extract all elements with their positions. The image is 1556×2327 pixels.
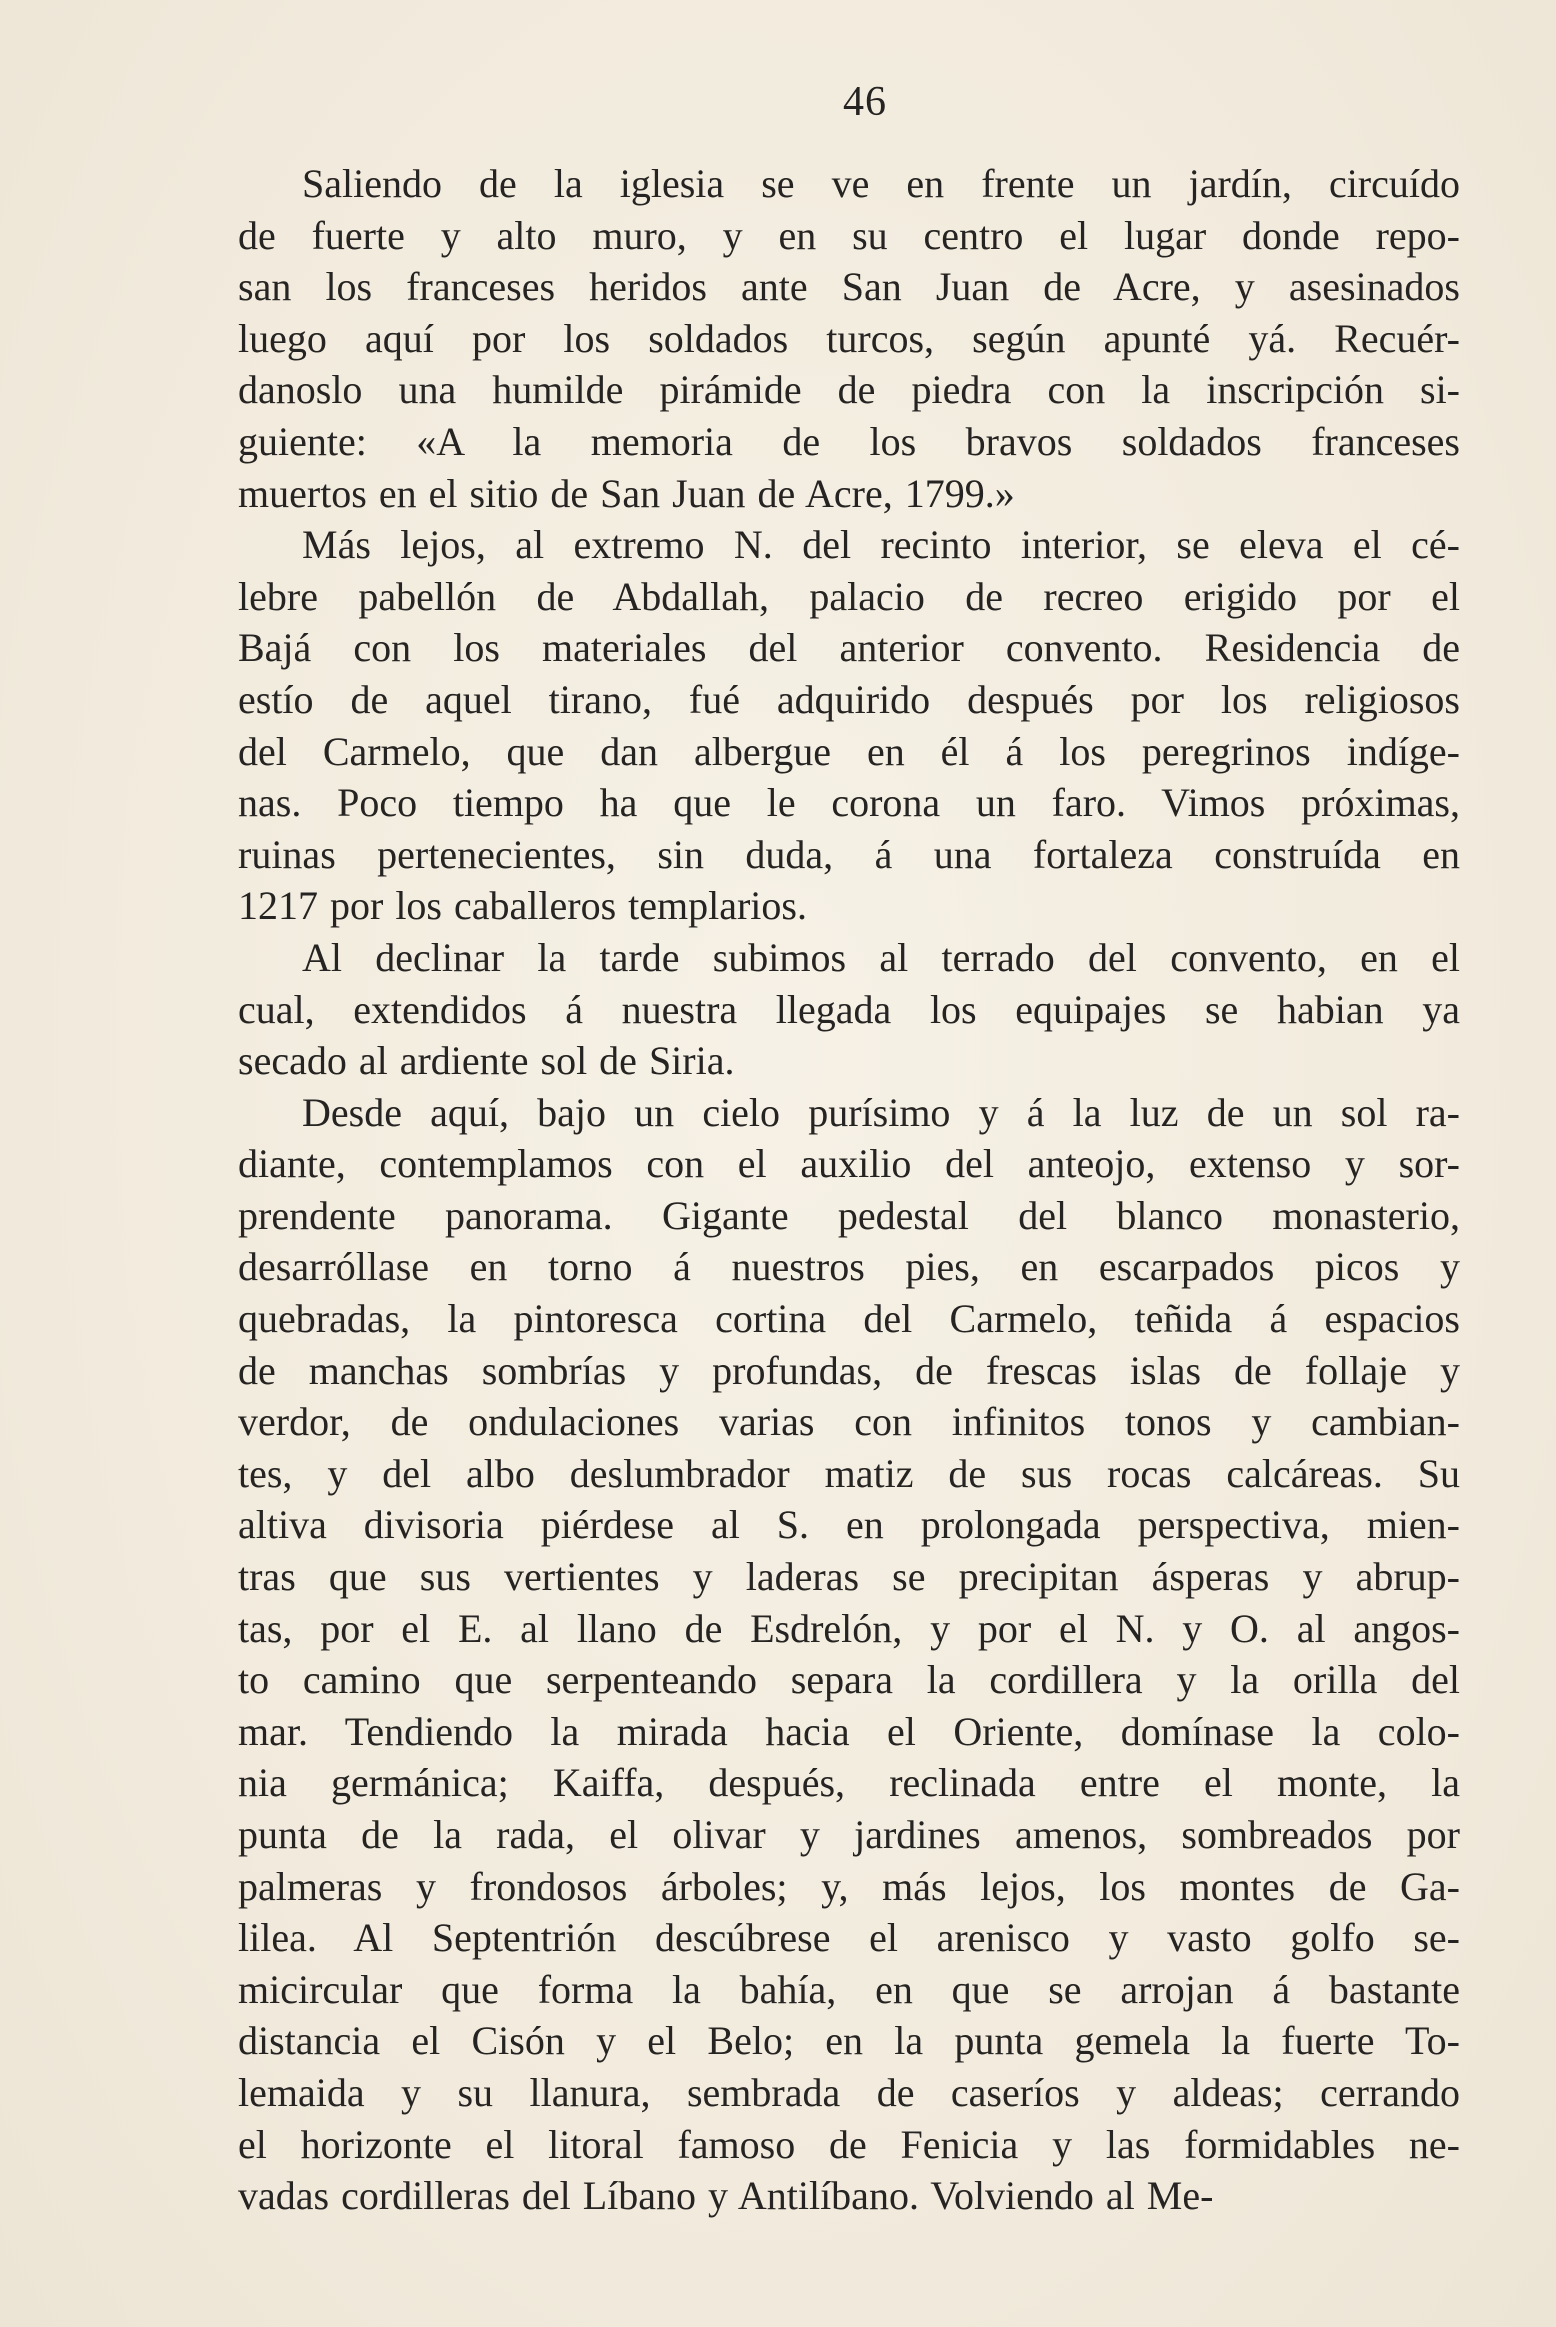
text-line: Al declinar la tarde subimos al terrado del convento, en el: [302, 934, 1460, 980]
text-line: nia germánica; Kaiffa, después, reclinada entre el monte, la: [238, 1760, 1460, 1806]
text-line: nas. Poco tiempo ha que le corona un faro. Vimos próximas,: [238, 780, 1460, 826]
text-line: quebradas, la pintoresca cortina del Carmelo, teñida á espacios: [238, 1296, 1460, 1342]
text-line: prendente panorama. Gigante pedestal del blanco monasterio,: [238, 1192, 1460, 1238]
text-line: Más lejos, al extremo N. del recinto interior, se eleva el cé-: [302, 522, 1460, 568]
text-line: lemaida y su llanura, sembrada de caseríos y aldeas; cerrando: [238, 2069, 1460, 2115]
text-line: Bajá con los materiales del anterior convento. Residencia de: [238, 625, 1460, 671]
text-line: muertos en el sitio de San Juan de Acre, 1799.»: [238, 470, 1015, 516]
text-line: desarróllase en torno á nuestros pies, en escarpados picos y: [238, 1244, 1460, 1290]
text-line: Desde aquí, bajo un cielo purísimo y á la luz de un sol ra-: [302, 1089, 1460, 1135]
text-line: lilea. Al Septentrión descúbrese el arenisco y vasto golfo se-: [238, 1915, 1460, 1961]
text-line: tes, y del albo deslumbrador matiz de sus rocas calcáreas. Su: [238, 1450, 1460, 1496]
page-number: 46: [843, 79, 887, 125]
paragraph: [238, 1087, 1460, 2222]
text-line: el horizonte el litoral famoso de Fenicia y las formidables ne-: [238, 2121, 1460, 2167]
text-line: del Carmelo, que dan albergue en él á los peregrinos indíge-: [238, 728, 1460, 774]
text-line: danoslo una humilde pirámide de piedra con la inscripción si-: [238, 367, 1460, 413]
text-line: 1217 por los caballeros templarios.: [238, 883, 807, 929]
text-line: lebre pabellón de Abdallah, palacio de recreo erigido por el: [238, 573, 1460, 619]
text-line: micircular que forma la bahía, en que se arrojan á bastante: [238, 1966, 1460, 2012]
text-line: distancia el Cisón y el Belo; en la punta gemela la fuerte To-: [238, 2018, 1460, 2064]
paragraph: [238, 519, 1460, 932]
text-line: luego aquí por los soldados turcos, según apunté yá. Recuér-: [238, 315, 1460, 361]
body-text: [238, 158, 1460, 2222]
text-line: diante, contemplamos con el auxilio del anteojo, extenso y sor-: [238, 1141, 1460, 1187]
text-line: punta de la rada, el olivar y jardines amenos, sombreados por: [238, 1812, 1460, 1857]
text-line: de manchas sombrías y profundas, de frescas islas de follaje y: [238, 1347, 1460, 1393]
text-line: to camino que serpenteando separa la cordillera y la orilla del: [238, 1657, 1460, 1703]
text-line: vadas cordilleras del Líbano y Antilíbano. Volviendo al Me-: [238, 2173, 1214, 2219]
text-line: cual, extendidos á nuestra llegada los equipajes se habian ya: [238, 986, 1460, 1032]
text-line: guiente: «A la memoria de los bravos soldados franceses: [238, 418, 1460, 464]
text-line: Saliendo de la iglesia se ve en frente un jardín, circuído: [302, 161, 1460, 206]
text-line: secado al ardiente sol de Siria.: [238, 1038, 735, 1084]
paragraph: [238, 158, 1460, 519]
text-line: san los franceses heridos ante San Juan de Acre, y asesinados: [238, 264, 1460, 310]
text-line: ruinas pertenecientes, sin duda, á una fortaleza construída en: [238, 831, 1460, 877]
text-line: mar. Tendiendo la mirada hacia el Oriente, domínase la colo-: [238, 1708, 1460, 1754]
text-line: verdor, de ondulaciones varias con infinitos tonos y cambian-: [238, 1399, 1460, 1445]
text-line: palmeras y frondosos árboles; y, más lejos, los montes de Ga-: [238, 1863, 1460, 1909]
text-line: estío de aquel tirano, fué adquirido después por los religiosos: [238, 676, 1460, 722]
text-line: altiva divisoria piérdese al S. en prolongada perspectiva, mien-: [238, 1502, 1460, 1548]
text-line: de fuerte y alto muro, y en su centro el lugar donde repo-: [238, 212, 1460, 258]
text-line: tras que sus vertientes y laderas se precipitan ásperas y abrup-: [238, 1554, 1460, 1600]
text-line: tas, por el E. al llano de Esdrelón, y por el N. y O. al angos-: [238, 1605, 1460, 1651]
paragraph: [238, 932, 1460, 1087]
